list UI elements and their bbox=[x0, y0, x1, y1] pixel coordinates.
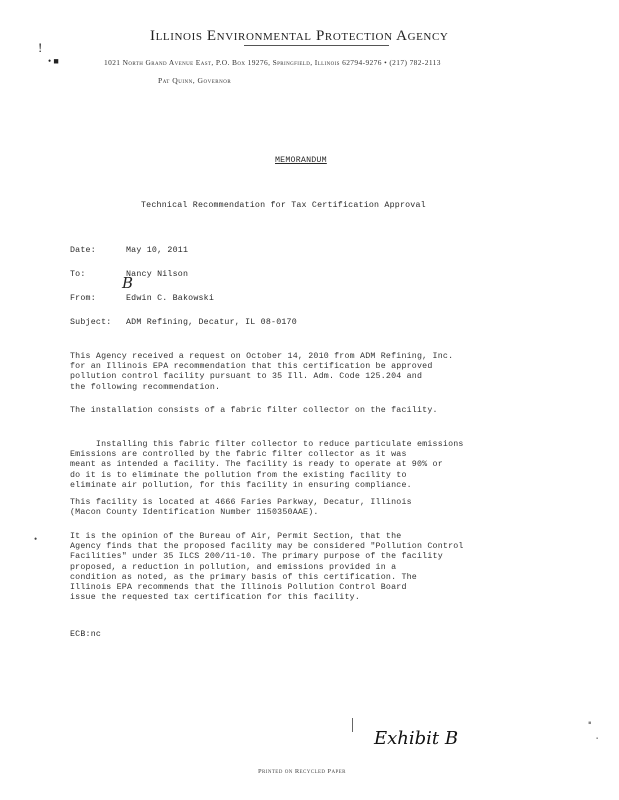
margin-bullet: • bbox=[34, 534, 38, 544]
subject-value: ADM Refining, Decatur, IL 08-0170 bbox=[126, 318, 297, 327]
paragraph-location: This facility is located at 4666 Faries Parkway, Decatur, Illinois (Macon County Identification Number 1150350AAE). bbox=[70, 498, 412, 518]
memo-title: MEMORANDUM bbox=[275, 156, 327, 165]
date-label: Date: bbox=[70, 246, 96, 255]
subject-field bbox=[70, 318, 297, 327]
closing-initials: ECB:nc bbox=[70, 630, 102, 639]
from-field bbox=[70, 294, 214, 303]
date-value: May 10, 2011 bbox=[126, 246, 189, 255]
exhibit-signature: Exhibit B bbox=[374, 728, 459, 749]
letterhead-rule bbox=[244, 45, 389, 46]
date-field bbox=[70, 246, 188, 255]
from-label: From: bbox=[70, 294, 96, 303]
agency-name: Illinois Environmental Protection Agency bbox=[150, 28, 449, 44]
document-title: Technical Recommendation for Tax Certification Approval bbox=[141, 201, 426, 210]
paragraph-request: This Agency received a request on October 14, 2010 from ADM Refining, Inc. for an Illinois EPA recommendation that this certification be approved pollution control facility pursuant to 35 Ill. Adm. Code 125.204 and the following recommendation. bbox=[70, 352, 454, 392]
recycled-paper-footer: Printed on Recycled Paper bbox=[258, 768, 346, 775]
corner-mark-b: ▪ bbox=[596, 736, 599, 742]
agency-address: 1021 North Grand Avenue East, P.O. Box 19276, Springfield, Illinois 62794-9276 • (217) 782-2113 bbox=[104, 58, 441, 67]
margin-mark-exclamation: ! bbox=[38, 40, 43, 55]
subject-label: Subject: bbox=[70, 318, 112, 327]
to-label: To: bbox=[70, 270, 86, 279]
corner-mark-a: ▪ bbox=[588, 718, 592, 729]
governor-line: Pat Quinn, Governor bbox=[158, 76, 232, 85]
paragraph-opinion: It is the opinion of the Bureau of Air, Permit Section, that the Agency finds that the proposed facility may be considered "Pollution Control Facilities" under 35 ILCS 200/11-10. The primary purpose of the facility proposed, a reduction in pollution, and emissions provided in a condition as noted, as the primary basis of this certification. The Illinois EPA recommends that the Illinois Pollution Control Board issue the requested tax certification for this facility. bbox=[70, 532, 464, 603]
paragraph-installation: The installation consists of a fabric filter collector on the facility. bbox=[70, 406, 438, 415]
from-value: Edwin C. Bakowski bbox=[126, 294, 215, 303]
handwritten-initials: B bbox=[122, 274, 134, 292]
margin-mark-dots: • ■ bbox=[48, 56, 59, 66]
to-value: Nancy Nilson bbox=[126, 270, 189, 279]
paragraph-description: Installing this fabric filter collector to reduce particulate emissions Emissions are controlled by the fabric filter collector as it was meant as intended a facility. The facility is ready to operate at 90% or do it is to eliminate the pollution from the existing facility to eliminate air pollution, for this facility in ensuring compliance. bbox=[70, 440, 464, 490]
signature-tick bbox=[352, 718, 353, 732]
